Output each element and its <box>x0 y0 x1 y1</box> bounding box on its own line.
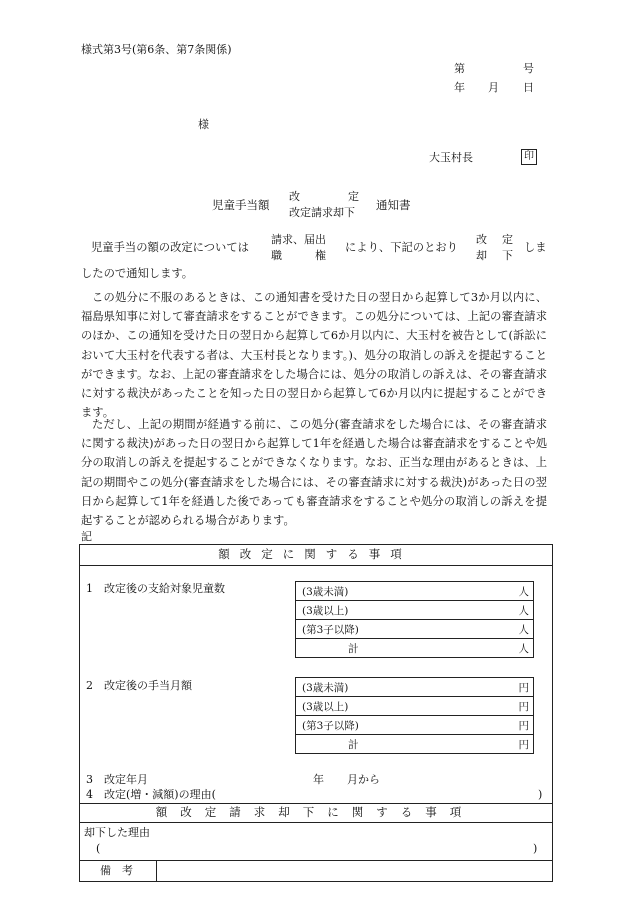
intro-opt-b1: 職 <box>271 249 282 262</box>
appeal-paragraph-2: ただし、上記の期間が経過する前に、この処分(審査請求をした場合には、その審査請求に関する裁決)があった日の翌日から起算して1年を経過した場合は審査請求をすることや処分の取消しの訴えを提起することができなくなります。なお、正当な理由があるときは、上記の期間やこの処分(審査請求をした場合には、その審査請求に対する裁決)があった日の翌日から起算して1年を経過した後であっても審査請求をすることや処分の取消しの訴えを提起することが認められる場合があります。 <box>81 418 547 528</box>
row-unit: 人 <box>518 643 529 655</box>
divider <box>156 860 157 881</box>
children-count-table <box>295 581 534 658</box>
date-nichi: 日 <box>523 81 534 94</box>
divider <box>79 803 553 804</box>
intro-opt-b2: 権 <box>315 249 326 262</box>
item3-label: 3 改定年月 <box>86 773 148 786</box>
monthly-amount-table <box>295 677 534 754</box>
row-label: (第3子以降) <box>302 624 359 636</box>
table-row <box>296 735 533 753</box>
item1-label: 1 改定後の支給対象児童数 <box>86 582 225 595</box>
intro-opt-c4: 下 <box>502 249 513 262</box>
intro-opt-c3: 却 <box>476 249 487 262</box>
rejection-open-paren: ( <box>96 842 101 855</box>
row-unit: 人 <box>518 605 529 617</box>
row-unit: 円 <box>518 701 529 713</box>
title-suffix: 通知書 <box>376 198 411 212</box>
table-row <box>296 716 533 735</box>
row-label: (3歳以上) <box>302 701 349 713</box>
title-kai: 改 <box>289 190 300 203</box>
title-kaitei-seikyu-kyakka: 改定請求却下 <box>289 206 355 219</box>
item4-close-paren: ) <box>538 788 543 801</box>
intro-opt-c2: 定 <box>502 233 513 246</box>
title-tei: 定 <box>348 190 359 203</box>
row-unit: 円 <box>518 682 529 694</box>
intro-opt-a: 請求、届出 <box>271 233 326 246</box>
table-row <box>296 697 533 716</box>
rejection-close-paren: ) <box>533 842 538 855</box>
appeal-paragraph-1: この処分に不服のあるときは、この通知書を受けた日の翌日から起算して3か月以内に、福島県知事に対して審査請求をすることができます。この処分については、上記の審査請求のほか、この通知を受けた日の翌日から起算して6か月以内に、大玉村を被告として(訴訟において大玉村を代表する者は、大玉村長となります。)、処分の取消しの訴えを提起することができます。なお、上記の審査請求をした場合には、処分の取消しの訴えは、その審査請求に対する裁決があったことを知った日の翌日から起算して6か月以内に提起することができます。 <box>81 291 547 420</box>
row-label: (3歳未満) <box>302 682 349 694</box>
row-unit: 円 <box>518 720 529 732</box>
number-dai: 第 <box>454 62 465 75</box>
item3-gatsu-kara: 月から <box>347 773 380 786</box>
item3-nen: 年 <box>313 773 324 786</box>
form-label: 様式第3号(第6条、第7条関係) <box>81 43 232 56</box>
table-row <box>296 582 533 601</box>
issuer-name: 大玉村長 <box>429 151 473 164</box>
divider <box>79 822 553 823</box>
row-unit: 人 <box>518 586 529 598</box>
addressee-suffix: 様 <box>198 118 209 131</box>
number-go: 号 <box>523 62 534 75</box>
intro-part2: により、下記のとおり <box>345 241 458 254</box>
seal-mark: 印 <box>521 149 537 165</box>
table-row <box>296 639 533 657</box>
row-label: (3歳未満) <box>302 586 349 598</box>
divider <box>79 565 553 566</box>
table-row <box>296 620 533 639</box>
title-prefix: 児童手当額 <box>212 198 270 212</box>
rejection-label: 却下した理由 <box>84 826 150 839</box>
date-gatsu: 月 <box>488 81 499 94</box>
intro-opt-c1: 改 <box>476 233 487 246</box>
row-unit: 円 <box>518 739 529 751</box>
section2-header: 額改定請求却下に関する事項 <box>155 805 475 819</box>
date-nen: 年 <box>454 81 465 94</box>
divider <box>79 860 553 861</box>
row-label: 計 <box>348 739 359 751</box>
intro-part1: 児童手当の額の改定については <box>91 241 249 254</box>
table-row <box>296 678 533 697</box>
remarks-label: 備 考 <box>100 864 133 877</box>
item4-label: 4 改定(増・減額)の理由( <box>86 788 216 801</box>
intro-part4: したので通知します。 <box>81 267 194 280</box>
row-label: (第3子以降) <box>302 720 359 732</box>
row-unit: 人 <box>518 624 529 636</box>
ki-label: 記 <box>81 530 92 543</box>
row-label: (3歳以上) <box>302 605 349 617</box>
section1-header: 額改定に関する事項 <box>218 547 412 561</box>
intro-part3: しま <box>524 241 547 254</box>
table-row <box>296 601 533 620</box>
row-label: 計 <box>348 643 359 655</box>
item2-label: 2 改定後の手当月額 <box>86 679 192 692</box>
